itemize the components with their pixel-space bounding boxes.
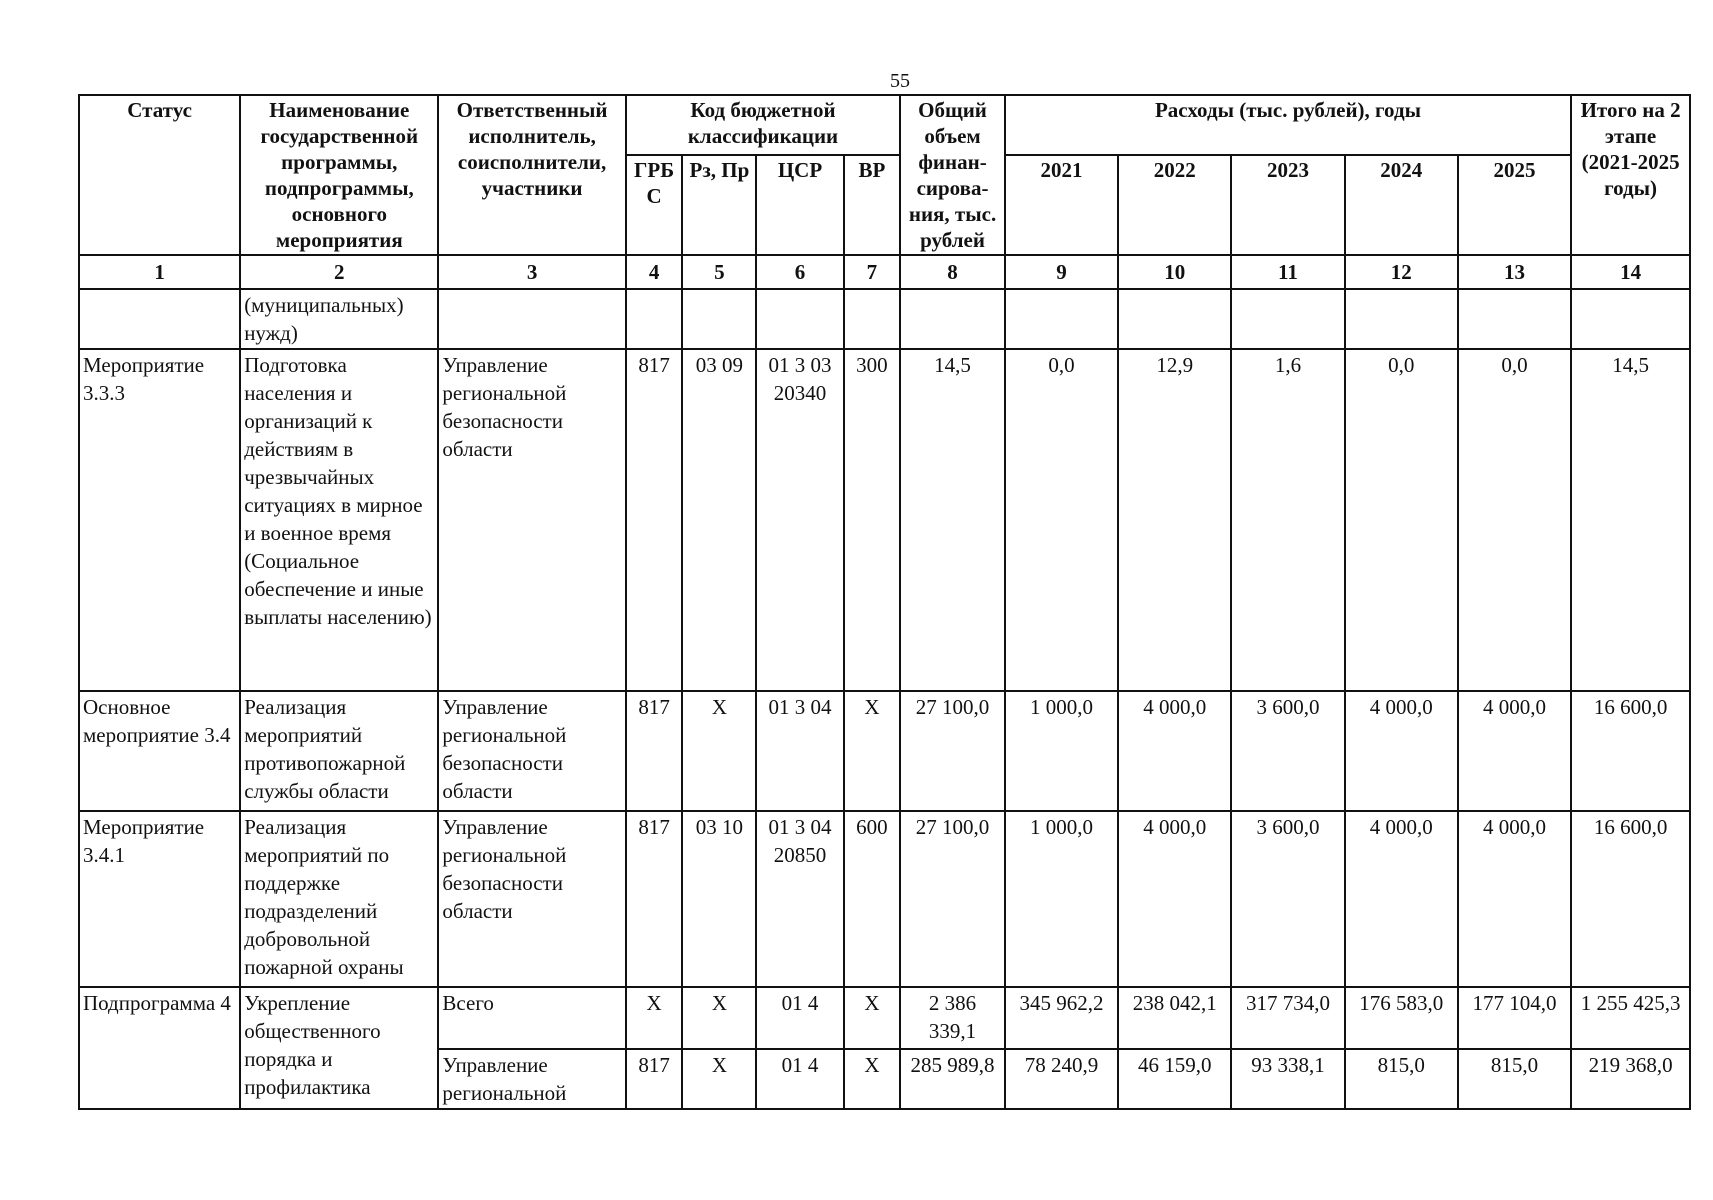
header-row-1	[79, 95, 1690, 155]
cell-2023: 3 600,0	[1231, 691, 1344, 811]
cell-name: Реализация мероприятий противопожарной службы области	[240, 691, 438, 811]
column-number: 6	[756, 255, 843, 289]
header-year-2022: 2022	[1118, 155, 1231, 255]
cell-status: Мероприятие 3.4.1	[79, 811, 240, 987]
cell-name: (муниципальных) нужд)	[240, 289, 438, 349]
cell-csr: 01 3 04 20850	[756, 811, 843, 987]
header-budget-code: Код бюджетной классификации	[626, 95, 901, 155]
header-stage-total: Итого на 2 этапе (2021-2025 годы)	[1571, 95, 1690, 255]
cell-2025: 4 000,0	[1458, 811, 1571, 987]
cell-total: 2 386 339,1	[900, 987, 1005, 1049]
cell-name: Укрепление общественного порядка и профилактика	[240, 987, 438, 1109]
cell-total: 27 100,0	[900, 811, 1005, 987]
header-responsible: Ответственный исполнитель, соисполнители, участники	[438, 95, 625, 255]
cell-stage-total: 16 600,0	[1571, 691, 1690, 811]
cell-rz-pr: Х	[682, 691, 756, 811]
table-row	[79, 349, 1690, 691]
column-number: 10	[1118, 255, 1231, 289]
cell-2022: 46 159,0	[1118, 1049, 1231, 1109]
cell-responsible: Управление региональной	[438, 1049, 625, 1109]
cell-2024: 4 000,0	[1345, 811, 1458, 987]
cell-responsible: Всего	[438, 987, 625, 1049]
cell-vr: 600	[844, 811, 901, 987]
cell-status: Подпрограмма 4	[79, 987, 240, 1109]
column-number: 12	[1345, 255, 1458, 289]
cell-2022: 4 000,0	[1118, 811, 1231, 987]
cell-2023: 93 338,1	[1231, 1049, 1344, 1109]
cell-2024: 4 000,0	[1345, 691, 1458, 811]
cell-vr: 300	[844, 349, 901, 691]
header-total-volume: Общий объем финан-сирова-ния, тыс. рублей	[900, 95, 1005, 255]
cell-responsible: Управление региональной безопасности области	[438, 691, 625, 811]
column-number: 13	[1458, 255, 1571, 289]
header-grbs: ГРБ С	[626, 155, 683, 255]
cell-grbs: Х	[626, 987, 683, 1049]
cell-2024: 815,0	[1345, 1049, 1458, 1109]
cell-csr: 01 4	[756, 1049, 843, 1109]
cell-2024: 176 583,0	[1345, 987, 1458, 1049]
cell-total: 14,5	[900, 349, 1005, 691]
cell-2025	[1458, 289, 1571, 349]
cell-rz-pr: Х	[682, 1049, 756, 1109]
cell-2023: 1,6	[1231, 349, 1344, 691]
cell-grbs: 817	[626, 691, 683, 811]
cell-grbs: 817	[626, 349, 683, 691]
column-number: 11	[1231, 255, 1344, 289]
page-number: 55	[890, 70, 910, 92]
cell-total: 285 989,8	[900, 1049, 1005, 1109]
cell-responsible: Управление региональной безопасности области	[438, 811, 625, 987]
table-row	[79, 289, 1690, 349]
header-rz-pr: Рз, Пр	[682, 155, 756, 255]
cell-stage-total: 219 368,0	[1571, 1049, 1690, 1109]
cell-grbs	[626, 289, 683, 349]
cell-stage-total: 14,5	[1571, 349, 1690, 691]
cell-grbs: 817	[626, 811, 683, 987]
cell-responsible	[438, 289, 625, 349]
header-year-2021: 2021	[1005, 155, 1118, 255]
cell-csr	[756, 289, 843, 349]
cell-2022: 238 042,1	[1118, 987, 1231, 1049]
header-status: Статус	[79, 95, 240, 255]
header-vr: ВР	[844, 155, 901, 255]
cell-2025: 0,0	[1458, 349, 1571, 691]
column-number: 4	[626, 255, 683, 289]
table-row	[79, 691, 1690, 811]
cell-csr: 01 3 03 20340	[756, 349, 843, 691]
cell-status: Мероприятие 3.3.3	[79, 349, 240, 691]
column-number: 1	[79, 255, 240, 289]
cell-2023	[1231, 289, 1344, 349]
cell-2025: 815,0	[1458, 1049, 1571, 1109]
cell-2021: 0,0	[1005, 349, 1118, 691]
header-csr: ЦСР	[756, 155, 843, 255]
cell-2023: 317 734,0	[1231, 987, 1344, 1049]
cell-csr: 01 3 04	[756, 691, 843, 811]
cell-status	[79, 289, 240, 349]
cell-grbs: 817	[626, 1049, 683, 1109]
cell-total	[900, 289, 1005, 349]
table-row	[79, 811, 1690, 987]
cell-vr: Х	[844, 1049, 901, 1109]
cell-vr: Х	[844, 691, 901, 811]
cell-stage-total	[1571, 289, 1690, 349]
cell-rz-pr: Х	[682, 987, 756, 1049]
header-year-2023: 2023	[1231, 155, 1344, 255]
cell-name: Подготовка населения и организаций к действиям в чрезвычайных ситуациях в мирное и военное время (Социальное обеспечение и иные выплаты населению)	[240, 349, 438, 691]
cell-2021: 1 000,0	[1005, 811, 1118, 987]
cell-vr: Х	[844, 987, 901, 1049]
cell-stage-total: 16 600,0	[1571, 811, 1690, 987]
table-row	[79, 987, 1690, 1049]
cell-2022: 12,9	[1118, 349, 1231, 691]
column-number: 9	[1005, 255, 1118, 289]
cell-name: Реализация мероприятий по поддержке подразделений добровольной пожарной охраны	[240, 811, 438, 987]
cell-csr: 01 4	[756, 987, 843, 1049]
header-name: Наименование государственной программы, подпрограммы, основного мероприятия	[240, 95, 438, 255]
cell-2021: 345 962,2	[1005, 987, 1118, 1049]
cell-2024	[1345, 289, 1458, 349]
cell-responsible: Управление региональной безопасности области	[438, 349, 625, 691]
column-number: 7	[844, 255, 901, 289]
column-number: 2	[240, 255, 438, 289]
header-year-2025: 2025	[1458, 155, 1571, 255]
cell-2022: 4 000,0	[1118, 691, 1231, 811]
cell-total: 27 100,0	[900, 691, 1005, 811]
cell-stage-total: 1 255 425,3	[1571, 987, 1690, 1049]
column-number: 5	[682, 255, 756, 289]
cell-2021	[1005, 289, 1118, 349]
column-number: 3	[438, 255, 625, 289]
cell-status: Основное мероприятие 3.4	[79, 691, 240, 811]
cell-2022	[1118, 289, 1231, 349]
header-expenses: Расходы (тыс. рублей), годы	[1005, 95, 1571, 155]
cell-2021: 78 240,9	[1005, 1049, 1118, 1109]
budget-table	[78, 94, 1691, 1110]
cell-rz-pr	[682, 289, 756, 349]
cell-2021: 1 000,0	[1005, 691, 1118, 811]
cell-2025: 4 000,0	[1458, 691, 1571, 811]
column-number: 8	[900, 255, 1005, 289]
cell-2024: 0,0	[1345, 349, 1458, 691]
cell-rz-pr: 03 10	[682, 811, 756, 987]
cell-rz-pr: 03 09	[682, 349, 756, 691]
cell-2025: 177 104,0	[1458, 987, 1571, 1049]
cell-2023: 3 600,0	[1231, 811, 1344, 987]
column-number-row	[79, 255, 1690, 289]
cell-vr	[844, 289, 901, 349]
header-year-2024: 2024	[1345, 155, 1458, 255]
column-number: 14	[1571, 255, 1690, 289]
